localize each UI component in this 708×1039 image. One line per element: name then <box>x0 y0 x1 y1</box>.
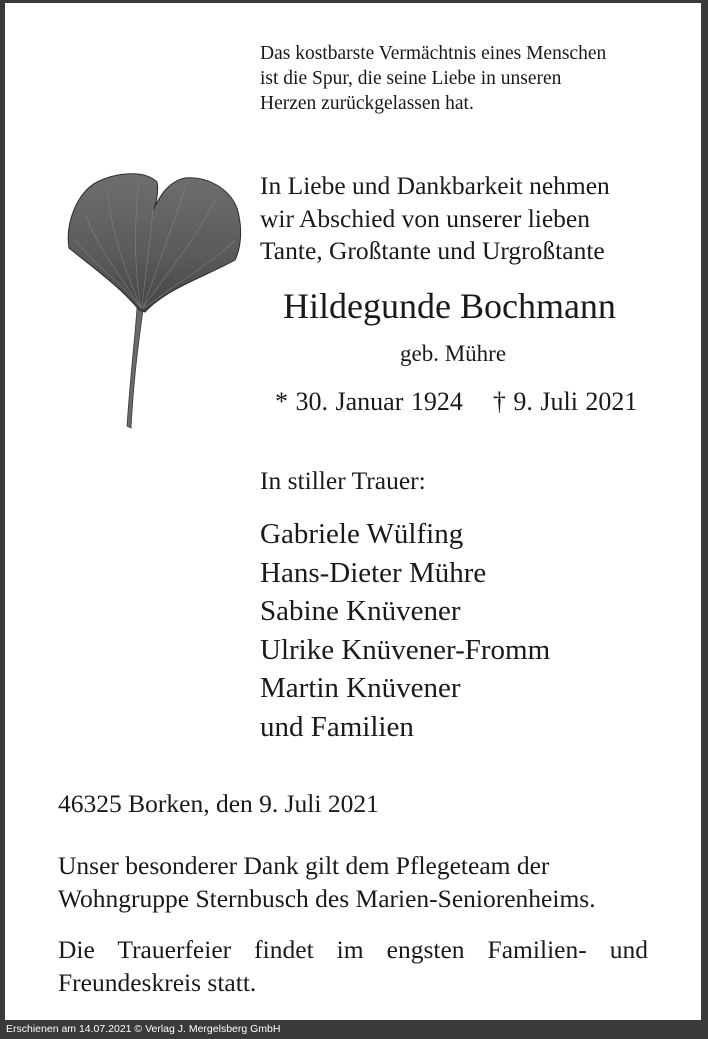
thanks-text <box>58 849 596 915</box>
ginkgo-leaf-icon <box>67 168 247 433</box>
deceased-name: Hildegunde Bochmann <box>283 286 616 326</box>
mourner-name: Sabine Knüvener <box>260 595 461 628</box>
mourner-name: Hans-Dieter Mühre <box>260 556 487 589</box>
funeral-line: Die Trauerfeier findet im engsten Familien- und <box>58 935 648 964</box>
birth-date: * 30. Januar 1924 <box>275 387 463 416</box>
mourner-name: Gabriele Wülfing <box>260 518 464 550</box>
intro-line: In Liebe und Dankbarkeit nehmen <box>260 171 610 200</box>
funeral-note <box>58 933 648 999</box>
mourner-name: Ulrike Knüvener-Fromm <box>260 633 551 666</box>
motto-line: ist die Spur, die seine Liebe in unseren <box>260 68 562 89</box>
death-date: † 9. Juli 2021 <box>492 387 638 416</box>
obituary-notice <box>5 3 701 1020</box>
thanks-line: Unser besonderer Dank gilt dem Pflegeteam der <box>58 851 550 880</box>
motto-line: Herzen zurückgelassen hat. <box>260 93 474 114</box>
mourner-name: Martin Knüvener <box>260 672 461 705</box>
intro-text <box>260 170 610 268</box>
place-and-date: 46325 Borken, den 9. Juli 2021 <box>58 789 379 818</box>
thanks-line: Wohngruppe Sternbusch des Marien-Seniorenheims. <box>58 884 596 913</box>
intro-line: wir Abschied von unserer lieben <box>260 203 590 233</box>
motto-line: Das kostbarste Vermächtnis eines Menschen <box>260 43 607 64</box>
funeral-line: Freundeskreis statt. <box>58 968 257 997</box>
birth-name: geb. Mühre <box>400 341 507 366</box>
mourning-heading: In stiller Trauer: <box>260 466 426 495</box>
mourner-name: und Familien <box>260 710 414 743</box>
publication-footer: Erschienen am 14.07.2021 © Verlag J. Mergelsberg GmbH <box>6 1023 281 1035</box>
motto-quote <box>260 41 606 116</box>
life-dates <box>275 386 637 418</box>
intro-line: Tante, Großtante und Urgroßtante <box>260 236 605 265</box>
mourners-list <box>260 515 550 747</box>
